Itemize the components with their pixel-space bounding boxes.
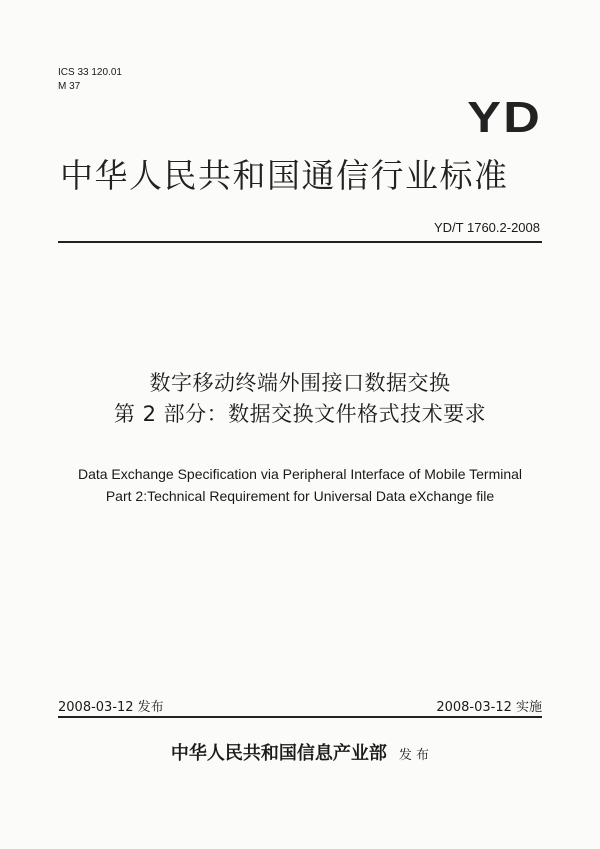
classification-codes [58,66,122,94]
yd-logo: YD [467,93,542,142]
standard-number: YD/T 1760.2-2008 [434,220,540,235]
header-divider [58,241,542,243]
publisher-name: 中华人民共和国信息产业部 [170,743,387,764]
ics-code: ICS 33 120.01 [58,67,122,78]
footer-divider [58,716,542,718]
publisher [0,739,600,765]
implementation-date: 2008-03-12 实施 [436,700,542,715]
title-en-line2: Part 2:Technical Requirement for Universal Data eXchange file [105,488,495,504]
organization-title: 中华人民共和国通信行业标准 [60,156,509,195]
title-en-line1: Data Exchange Specification via Peripheral Interface of Mobile Terminal [77,466,523,482]
category-code: M 37 [58,81,81,92]
title-zh-line1: 数字移动终端外围接口数据交换 [149,371,451,395]
publisher-suffix: 发 布 [398,748,430,763]
title-zh-line2: 第 2 部分：数据交换文件格式技术要求 [113,402,487,426]
issue-date: 2008-03-12 发布 [58,700,164,715]
